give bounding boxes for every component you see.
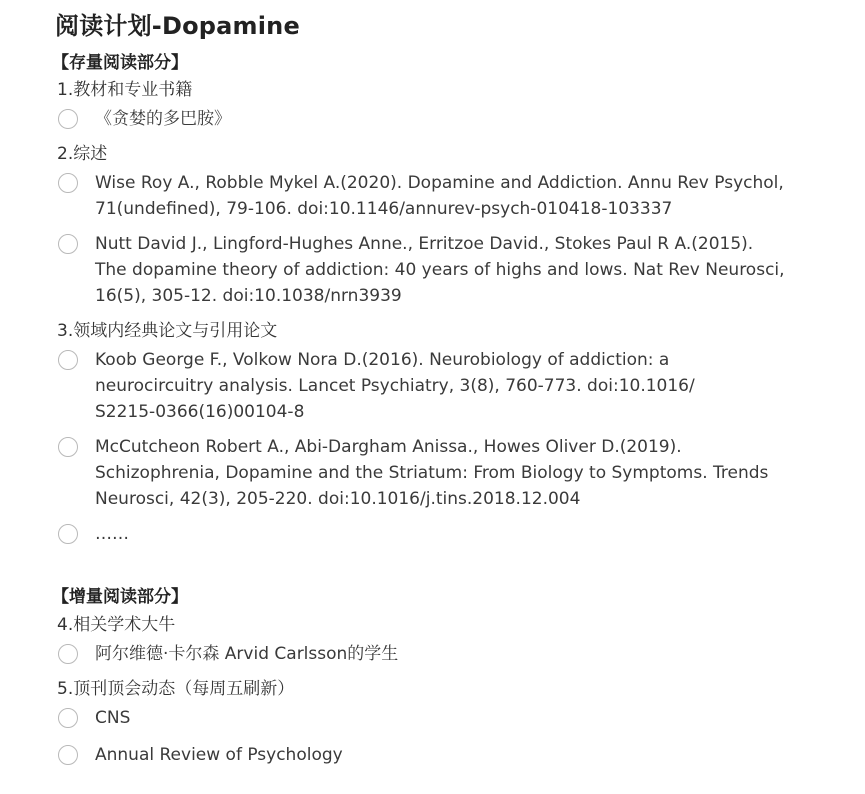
todo-text: CNS <box>95 708 131 728</box>
category-scholars: 4.相关学术大牛 <box>57 615 176 635</box>
checkbox-circle[interactable] <box>58 350 78 370</box>
todo-text: Wise Roy A., Robble Mykel A.(2020). Dopamine and Addiction. Annu Rev Psychol, 71(undefined), 79-106. doi:10.1146/annurev-psych-010418-103337 <box>95 173 784 219</box>
checkbox-circle[interactable] <box>58 524 78 544</box>
checkbox-circle[interactable] <box>58 644 78 664</box>
todo-text: 《贪婪的多巴胺》 <box>95 109 231 129</box>
todo-text: McCutcheon Robert A., Abi-Dargham Anissa., Howes Oliver D.(2019). Schizophrenia, Dopamine and the Striatum: From Biology to Symptoms. Trends Neurosci, 42(3), 205-220. doi:10.1016/j.tins.2018.12.004 <box>95 437 769 509</box>
checkbox-circle[interactable] <box>58 109 78 129</box>
category-reviews: 2.综述 <box>57 144 108 164</box>
category-classic-papers: 3.领域内经典论文与引用论文 <box>57 321 278 341</box>
checkbox-circle[interactable] <box>58 708 78 728</box>
category-journal-updates: 5.顶刊顶会动态（每周五刷新） <box>57 679 295 699</box>
todo-text: …… <box>95 524 129 544</box>
page-title: 阅读计划-Dopamine <box>55 12 300 40</box>
todo-text: Koob George F., Volkow Nora D.(2016). Neurobiology of addiction: a neurocircuitry analysis. Lancet Psychiatry, 3(8), 760-773. doi:10.1016/ S2215-0366(16)00104-8 <box>95 350 695 422</box>
todo-text: Nutt David J., Lingford-Hughes Anne., Erritzoe David., Stokes Paul R A.(2015). The dopamine theory of addiction: 40 years of highs and lows. Nat Rev Neurosci, 16(5), 305-12. doi:10.1038/nrn3939 <box>95 234 785 306</box>
todo-text: Annual Review of Psychology <box>95 745 343 765</box>
checkbox-circle[interactable] <box>58 234 78 254</box>
todo-text: 阿尔维德·卡尔森 Arvid Carlsson的学生 <box>95 644 399 664</box>
checkbox-circle[interactable] <box>58 437 78 457</box>
category-textbooks: 1.教材和专业书籍 <box>57 80 193 100</box>
checkbox-circle[interactable] <box>58 745 78 765</box>
checkbox-circle[interactable] <box>58 173 78 193</box>
section-heading-existing: 【存量阅读部分】 <box>52 53 188 73</box>
section-heading-incremental: 【增量阅读部分】 <box>52 587 188 607</box>
